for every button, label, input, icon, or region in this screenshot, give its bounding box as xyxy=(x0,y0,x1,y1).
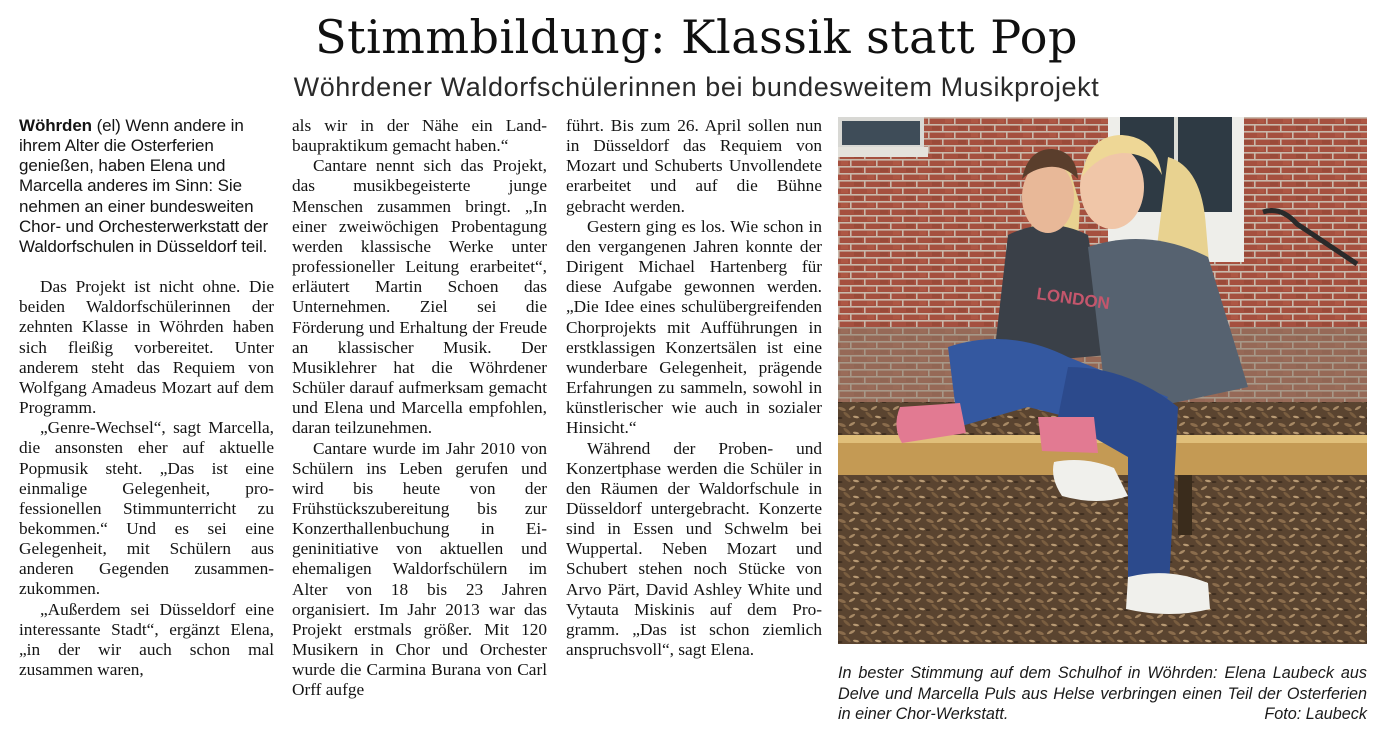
shirt-print: LONDON xyxy=(1035,284,1112,314)
photo-credit: Foto: Laubeck xyxy=(1264,705,1367,723)
lead-paragraph xyxy=(19,116,274,257)
dateline: Wöhrden xyxy=(19,116,92,135)
body-paragraph: Das Projekt ist nicht ohne. Die beiden Waldorfschülerinnen der zehnten Klasse in Wöhrden haben sich fleißig vorbereitet. Unter anderem steht das Requiem von Wolfgang Amadeus Mozart auf dem Programm. xyxy=(19,277,274,418)
paragraph-gap xyxy=(19,257,274,277)
photo-caption xyxy=(838,663,1367,725)
body-paragraph: Gestern ging es los. Wie schon in den vergangenen Jahren konnte der Dirigent Michael Hartenberg für diese Aufgabe gewonnen werden. „Die Idee eines schulübergreifenden Chorprojekts mit Aufführungen in erstklassigen Konzertsälen ist eine wunderbare Gelegenheit, prägende Erfahrungen zu sammeln, sowohl in künstlerischer wie auch in sozialer Hinsicht.“ xyxy=(566,216,822,438)
body-paragraph-continued: als wir in der Nähe ein Landbaupraktikum gemacht haben.“ xyxy=(292,116,547,156)
article-photo xyxy=(838,117,1367,644)
body-paragraph: Während der Proben- und Konzertphase werden die Schüler in den Räumen der Waldorfschule in Düsseldorf untergebracht. Konzerte sind in Essen und Schwelm bei Wuppertal. Neben Mozart und Schubert stehen noch Stücke von Arvo Pärt, David Ashley White und Vytauta Miskinis auf dem Programm. „Das ist schon ziemlich anspruchsvoll“, sagt Elena. xyxy=(566,438,822,660)
text-column-1 xyxy=(19,116,274,680)
body-paragraph-continued: führt. Bis zum 26. April sollen nun in Düsseldorf das Requiem von Mozart und Schuberts Unvollendete erarbeitet und auf die Bühne gebracht werden. xyxy=(566,116,822,216)
text-column-3 xyxy=(566,116,822,660)
body-paragraph: Cantare wurde im Jahr 2010 von Schülern ins Leben gerufen und wird bis heute von der Frühstückszubereitung bis zur Konzerthallenbuchung in Eigeninitiative von aktuellen und ehemaligen Waldorfschülern im Alter von 18 bis 23 Jahren organisiert. Im Jahr 2013 war das Projekt erstmals größer. Mit 120 Musikern in Chor und Orchester wurde die Carmina Burana von Carl Orff aufge xyxy=(292,438,547,700)
text-column-2 xyxy=(292,116,547,701)
body-paragraph: „Genre-Wechsel“, sagt Marcella, die ansonsten eher auf aktuelle Popmusik steht. „Das ist eine einmalige Gelegenheit, professionellen Stimmunterricht zu bekommen.“ Und es sei eine Gelegenheit, mit Schülern aus anderen Gegenden zusammenzukommen. xyxy=(19,418,274,599)
body-paragraph: „Außerdem sei Düsseldorf eine interessante Stadt“, ergänzt Elena, „in der wir auch schon mal zusammen waren, xyxy=(19,599,274,680)
article-subheadline: Wöhrdener Waldorfschülerinnen bei bundesweitem Musikprojekt xyxy=(293,72,1100,102)
article-headline: Stimmbildung: Klassik statt Pop xyxy=(315,10,1078,64)
caption-text: In bester Stimmung auf dem Schulhof in Wöhrden: Elena Laubeck aus Delve und Marcella Puls aus Helse verbringen einen Teil der Osterferien in einer Chor-Werkstatt. xyxy=(838,664,1367,723)
lead-text: (el) Wenn andere in ihrem Alter die Osterferien genießen, haben Elena und Marcella anderes im Sinn: Sie nehmen an einer bundesweiten Chor- und Orchesterwerkstatt der Waldorfschulen in Düsseldorf teil. xyxy=(19,116,269,256)
body-paragraph: Cantare nennt sich das Projekt, das musikbegeisterte junge Menschen zusammen bringt. „In einer zweiwöchigen Probentagung werden klassische Werke unter professioneller Leitung erarbeitet“, erläutert Martin Schoen das Unternehmen. Ziel sei die Förderung und Erhaltung der Freude an klassischer Musik. Der Musiklehrer hat die Wöhrdener Schüler darauf aufmerksam gemacht und Elena und Marcella empfohlen, daran teilzunehmen. xyxy=(292,156,547,438)
